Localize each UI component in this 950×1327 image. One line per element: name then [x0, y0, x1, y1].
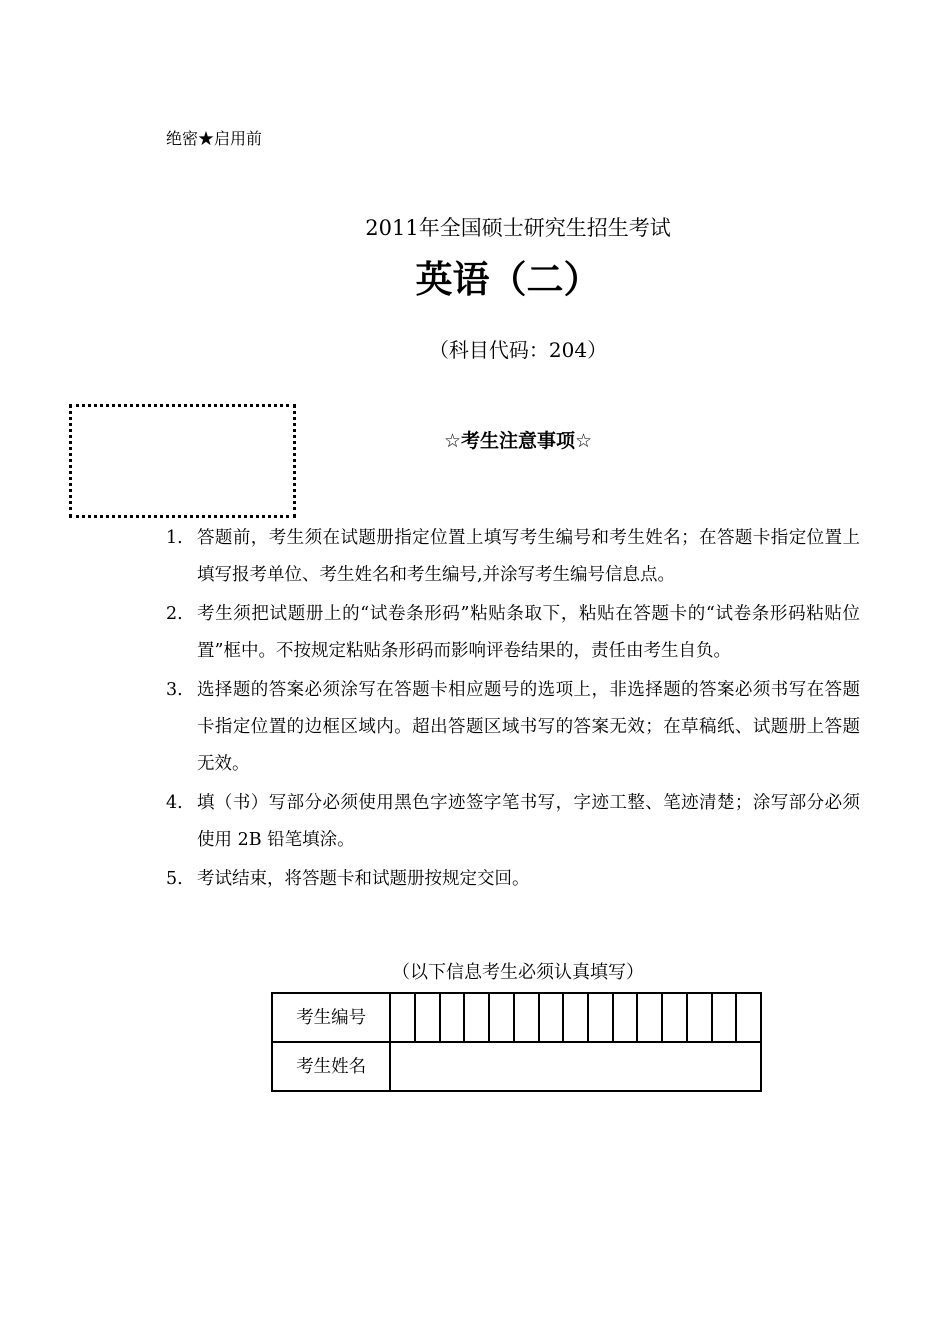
- notice-item-text: 填（书）写部分必须使用黑色字迹签字笔书写，字迹工整、笔迹清楚；涂写部分必须使用 2B 铅笔填涂。: [197, 793, 860, 850]
- examinee-number-digit-box[interactable]: [440, 993, 465, 1042]
- confidential-mark: 绝密★启用前: [166, 129, 263, 148]
- examinee-number-label: 考生编号: [272, 993, 390, 1042]
- examinee-number-digit-box[interactable]: [563, 993, 588, 1042]
- notice-item-text: 选择题的答案必须涂写在答题卡相应题号的选项上，非选择题的答案必须书写在答题卡指定位置的边框区域内。超出答题区域书写的答案无效；在草稿纸、试题册上答题无效。: [197, 680, 860, 774]
- examinee-number-digit-box[interactable]: [712, 993, 737, 1042]
- notice-item-number: 4.: [166, 793, 183, 813]
- examinee-info-table: [271, 992, 762, 1092]
- examinee-number-digit-box[interactable]: [390, 993, 415, 1042]
- examinee-number-digit-box[interactable]: [539, 993, 564, 1042]
- notice-item-number: 1.: [166, 528, 183, 548]
- examinee-number-digit-box[interactable]: [415, 993, 440, 1042]
- notice-item-text: 答题前，考生须在试题册指定位置上填写考生编号和考生姓名；在答题卡指定位置上填写报考单位、考生姓名和考生编号,并涂写考生编号信息点。: [197, 528, 860, 585]
- notice-list: [166, 520, 860, 900]
- barcode-sticker-area: [69, 404, 296, 518]
- notice-item-number: 2.: [166, 604, 183, 624]
- notice-item: [166, 785, 860, 859]
- examinee-number-digit-box[interactable]: [637, 993, 662, 1042]
- examinee-name-field[interactable]: [390, 1042, 761, 1091]
- notice-item-text: 考试结束，将答题卡和试题册按规定交回。: [197, 869, 530, 889]
- notice-item: [166, 520, 860, 594]
- examinee-name-label: 考生姓名: [272, 1042, 390, 1091]
- info-form-caption: （以下信息考生必须认真填写）: [392, 962, 644, 983]
- examinee-number-digit-box[interactable]: [588, 993, 613, 1042]
- exam-name: 2011年全国硕士研究生招生考试: [365, 216, 671, 240]
- examinee-number-digit-box[interactable]: [687, 993, 712, 1042]
- examinee-name-row: [272, 1042, 761, 1091]
- examinee-number-digit-box[interactable]: [662, 993, 687, 1042]
- examinee-number-digit-box[interactable]: [613, 993, 638, 1042]
- examinee-number-digit-box[interactable]: [736, 993, 761, 1042]
- notice-item-number: 5.: [166, 869, 183, 889]
- subject-code: （科目代码：204）: [428, 338, 608, 362]
- examinee-number-digit-box[interactable]: [489, 993, 514, 1042]
- notice-item: [166, 672, 860, 783]
- notice-item: [166, 861, 860, 898]
- examinee-number-row: [272, 993, 761, 1042]
- notice-item-number: 3.: [166, 680, 183, 700]
- notice-item-text: 考生须把试题册上的“试卷条形码”粘贴条取下，粘贴在答题卡的“试卷条形码粘贴位置”框中。不按规定粘贴条形码而影响评卷结果的，责任由考生自负。: [197, 604, 860, 661]
- examinee-number-digit-box[interactable]: [514, 993, 539, 1042]
- subject-title: 英语（二）: [415, 258, 601, 301]
- examinee-number-digit-box[interactable]: [464, 993, 489, 1042]
- notice-title: ☆考生注意事项☆: [443, 430, 593, 452]
- notice-item: [166, 596, 860, 670]
